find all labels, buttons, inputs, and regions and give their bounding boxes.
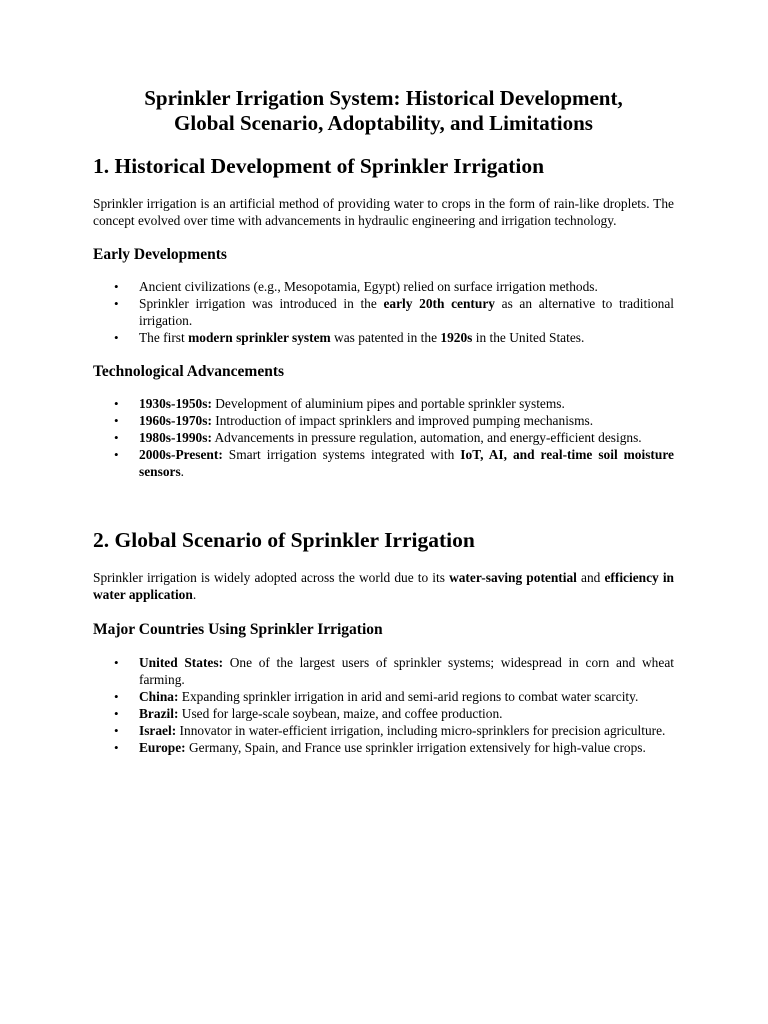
list-item xyxy=(93,395,674,412)
item-text: in the United States. xyxy=(472,330,585,345)
item-text: Germany, Spain, and France use sprinkler irrigation extensively for high-value crops. xyxy=(185,740,646,755)
list-item xyxy=(93,429,674,446)
early-developments-heading: Early Developments xyxy=(93,246,227,263)
bullet-icon: • xyxy=(114,396,119,411)
list-item xyxy=(93,688,674,705)
section-1-heading: 1. Historical Development of Sprinkler Irrigation xyxy=(93,154,545,178)
item-text: Used for large-scale soybean, maize, and coffee production. xyxy=(178,706,503,721)
technological-advancements-heading: Technological Advancements xyxy=(93,363,285,380)
item-lead: United States: xyxy=(139,655,224,670)
bullet-icon: • xyxy=(114,296,119,311)
list-item xyxy=(93,295,674,329)
item-text: One of the largest users of sprinkler systems; widespread in corn and wheat farming. xyxy=(139,655,674,687)
item-lead: China: xyxy=(139,689,179,704)
early-developments-list xyxy=(93,278,674,346)
item-bold-text: early 20th century xyxy=(383,296,495,311)
intro-text: and xyxy=(576,570,605,585)
intro-text: . xyxy=(192,587,197,602)
item-bold-text: 1920s xyxy=(440,330,473,345)
item-text: Expanding sprinkler irrigation in arid and semi-arid regions to combat water scarcity. xyxy=(178,689,639,704)
item-text: Smart irrigation systems integrated with xyxy=(222,447,461,462)
list-item xyxy=(93,329,674,346)
bullet-icon: • xyxy=(114,655,119,670)
list-item xyxy=(93,446,674,480)
item-text: as an alternative to traditional irrigation. xyxy=(139,296,674,328)
section-2-heading: 2. Global Scenario of Sprinkler Irrigation xyxy=(93,528,475,552)
item-text: Innovator in water-efficient irrigation, including micro-sprinklers for precision agriculture. xyxy=(176,723,666,738)
item-text: Introduction of impact sprinklers and improved pumping mechanisms. xyxy=(211,413,594,428)
document-title xyxy=(93,86,674,136)
bullet-icon: • xyxy=(114,330,119,345)
intro-text: Sprinkler irrigation is widely adopted across the world due to its xyxy=(93,570,450,585)
document-body xyxy=(93,86,674,756)
item-lead: Israel: xyxy=(139,723,177,738)
major-countries-list xyxy=(93,654,674,756)
item-text: Sprinkler irrigation was introduced in the xyxy=(139,296,384,311)
item-lead: 1930s-1950s: xyxy=(139,396,212,411)
section-2-intro xyxy=(93,569,674,603)
bullet-icon: • xyxy=(114,689,119,704)
major-countries-heading: Major Countries Using Sprinkler Irrigation xyxy=(93,621,383,638)
list-item xyxy=(93,722,674,739)
bullet-icon: • xyxy=(114,430,119,445)
item-bold-text: modern sprinkler system xyxy=(188,330,331,345)
list-item xyxy=(93,705,674,722)
intro-bold-text: water-saving potential xyxy=(449,570,577,585)
bullet-icon: • xyxy=(114,706,119,721)
item-text: . xyxy=(180,464,185,479)
item-bold-text: IoT, AI, and real-time soil moisture sensors xyxy=(139,447,674,479)
section-1-intro: Sprinkler irrigation is an artificial method of providing water to crops in the form of rain-like droplets. The concept evolved over time with advancements in hydraulic engineering and irrigation technology. xyxy=(93,196,674,228)
technological-advancements-list xyxy=(93,395,674,480)
title-line-2: Global Scenario, Adoptability, and Limitations xyxy=(174,111,593,135)
list-item xyxy=(93,739,674,756)
item-lead: 1980s-1990s: xyxy=(139,430,212,445)
item-text: Development of aluminium pipes and portable sprinkler systems. xyxy=(211,396,565,411)
bullet-icon: • xyxy=(114,740,119,755)
item-text: Advancements in pressure regulation, automation, and energy-efficient designs. xyxy=(211,430,642,445)
bullet-icon: • xyxy=(114,413,119,428)
item-lead: Europe: xyxy=(139,740,186,755)
title-line-1: Sprinkler Irrigation System: Historical Development, xyxy=(144,86,623,110)
intro-bold-text: efficiency in water application xyxy=(93,570,675,602)
list-item xyxy=(93,654,674,688)
item-text: Ancient civilizations (e.g., Mesopotamia, Egypt) relied on surface irrigation methods. xyxy=(139,279,598,294)
item-lead: Brazil: xyxy=(139,706,179,721)
item-text: The first xyxy=(139,330,189,345)
bullet-icon: • xyxy=(114,447,119,462)
item-lead: 2000s-Present: xyxy=(139,447,223,462)
bullet-icon: • xyxy=(114,723,119,738)
list-item xyxy=(93,278,674,295)
list-item xyxy=(93,412,674,429)
item-lead: 1960s-1970s: xyxy=(139,413,212,428)
item-text: was patented in the xyxy=(330,330,441,345)
bullet-icon: • xyxy=(114,279,119,294)
